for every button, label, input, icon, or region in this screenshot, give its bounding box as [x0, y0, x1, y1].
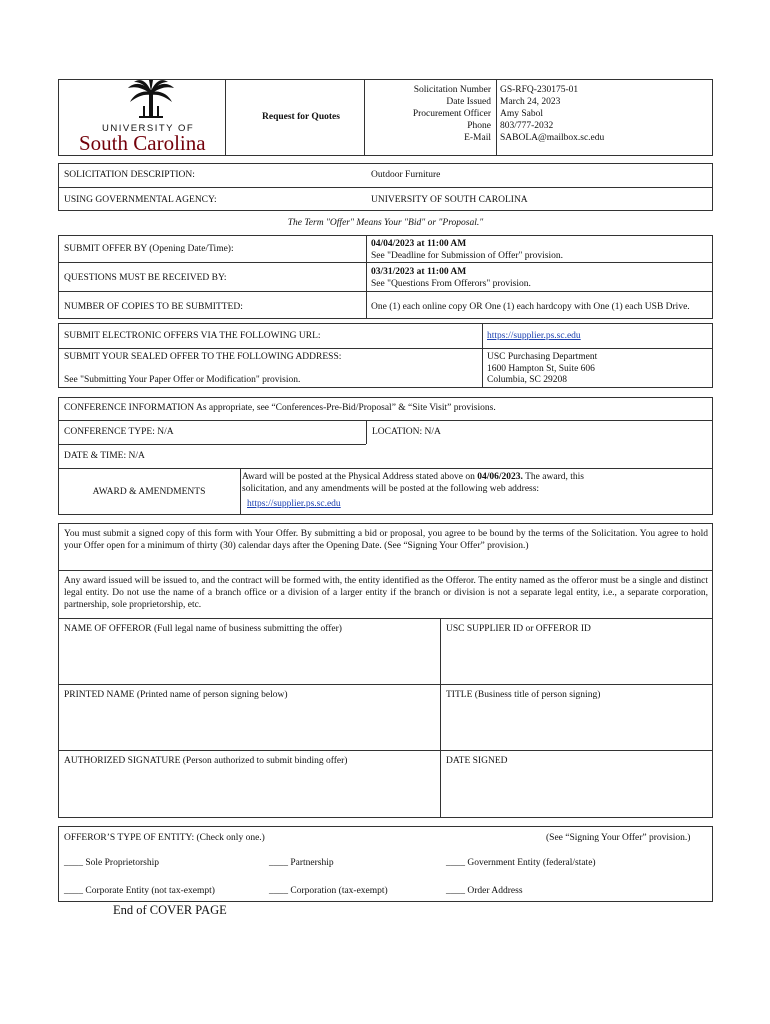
terms-divider-3	[58, 684, 713, 685]
document-title: Request for Quotes	[262, 112, 340, 122]
phone-label: Phone	[467, 121, 491, 131]
copies-label: NUMBER OF COPIES TO BE SUBMITTED:	[64, 302, 243, 312]
terms-divider-4	[58, 750, 713, 751]
university-logo	[78, 80, 223, 154]
email-label: E-Mail	[464, 133, 491, 143]
solicitation-number-label: Solicitation Number	[413, 85, 491, 95]
submission-divider-2	[58, 291, 713, 292]
signature-field[interactable]: AUTHORIZED SIGNATURE (Person authorized to submit binding offer)	[64, 756, 348, 766]
terms-divider-2	[58, 618, 713, 619]
conference-location: LOCATION: N/A	[372, 427, 441, 437]
procurement-officer-value: Amy Sabol	[500, 109, 544, 119]
printed-name-field[interactable]: PRINTED NAME (Printed name of person signing below)	[64, 690, 288, 700]
entity-option-government[interactable]: ____ Government Entity (federal/state)	[446, 858, 596, 868]
entity-type-label: OFFEROR’S TYPE OF ENTITY: (Check only one.)	[64, 833, 265, 843]
award-col-divider	[240, 468, 241, 515]
electronic-offers-label: SUBMIT ELECTRONIC OFFERS VIA THE FOLLOWING URL:	[64, 331, 321, 341]
header-divider-2	[364, 79, 365, 156]
address-line-3: Columbia, SC 29208	[487, 375, 567, 385]
award-url[interactable]: https://supplier.ps.sc.edu	[247, 499, 341, 509]
header-divider-3	[496, 79, 497, 156]
agency-label: USING GOVERNMENTAL AGENCY:	[64, 195, 217, 205]
palmetto-tree-icon	[126, 80, 176, 120]
terms-divider-1	[58, 570, 713, 571]
solicitation-description-label: SOLICITATION DESCRIPTION:	[64, 170, 195, 180]
offeror-name-field[interactable]: NAME OF OFFEROR (Full legal name of business submitting the offer)	[64, 624, 342, 634]
solicitation-number-value: GS-RFQ-230175-01	[500, 85, 579, 95]
date-issued-label: Date Issued	[446, 97, 491, 107]
conference-divider-3	[58, 468, 713, 469]
procurement-officer-label: Procurement Officer	[412, 109, 491, 119]
conference-col-divider	[366, 420, 367, 444]
terms-col-divider	[440, 618, 441, 818]
award-label: AWARD & AMENDMENTS	[92, 487, 206, 497]
questions-date: 03/31/2023 at 11:00 AM	[371, 267, 467, 277]
logo-south-carolina: South Carolina	[79, 131, 206, 155]
electronic-col-divider	[482, 323, 483, 388]
questions-label: QUESTIONS MUST BE RECEIVED BY:	[64, 273, 227, 283]
entity-option-sole-proprietorship[interactable]: ____ Sole Proprietorship	[64, 858, 159, 868]
conference-info: CONFERENCE INFORMATION As appropriate, see “Conferences-Pre-Bid/Proposal” & “Site Visit” provisions.	[64, 403, 496, 413]
entity-provision-note: (See “Signing Your Offer” provision.)	[546, 833, 691, 843]
conference-divider-2	[58, 444, 366, 445]
questions-note: See "Questions From Offerors" provision.	[371, 279, 531, 289]
terms-paragraph-1: You must submit a signed copy of this form with Your Offer. By submitting a bid or proposal, you agree to be bound by the terms of the Solicitation. You agree to hold your Offer open for a minimum of thirty (30) calendar days after the Opening Date. (See “Signing Your Offer” provision.)	[64, 529, 708, 551]
conference-date-time: DATE & TIME: N/A	[64, 451, 145, 461]
address-line-2: 1600 Hampton St, Suite 606	[487, 364, 595, 374]
sealed-offer-note: See "Submitting Your Paper Offer or Modification" provision.	[64, 375, 301, 385]
description-divider	[58, 187, 713, 188]
award-date: 04/06/2023.	[477, 472, 523, 482]
electronic-offers-url[interactable]: https://supplier.ps.sc.edu	[487, 331, 581, 341]
logo-university-of: UNIVERSITY OF	[102, 123, 195, 134]
entity-option-partnership[interactable]: ____ Partnership	[269, 858, 334, 868]
sealed-offer-label: SUBMIT YOUR SEALED OFFER TO THE FOLLOWING ADDRESS:	[64, 352, 342, 362]
entity-option-corporate[interactable]: ____ Corporate Entity (not tax-exempt)	[64, 886, 215, 896]
award-text	[242, 471, 612, 495]
submit-offer-date: 04/04/2023 at 11:00 AM	[371, 239, 467, 249]
date-issued-value: March 24, 2023	[500, 97, 561, 107]
supplier-id-field[interactable]: USC SUPPLIER ID or OFFEROR ID	[446, 624, 591, 634]
award-text-post: The award, this solicitation, and any amendments will be posted at the following web address:	[242, 472, 584, 494]
title-field[interactable]: TITLE (Business title of person signing)	[446, 690, 601, 700]
solicitation-description-value: Outdoor Furniture	[371, 170, 441, 180]
conference-divider-1	[58, 420, 713, 421]
conference-type: CONFERENCE TYPE: N/A	[64, 427, 174, 437]
electronic-divider	[58, 348, 713, 349]
submission-col-divider	[366, 235, 367, 319]
offer-term-note: The Term "Offer" Means Your "Bid" or "Proposal."	[287, 218, 484, 228]
email-value[interactable]: SABOLA@mailbox.sc.edu	[500, 133, 605, 143]
award-text-pre: Award will be posted at the Physical Address stated above on	[242, 472, 478, 482]
submission-divider-1	[58, 262, 713, 263]
address-line-1: USC Purchasing Department	[487, 352, 598, 362]
submit-offer-note: See "Deadline for Submission of Offer" provision.	[371, 251, 564, 261]
entity-option-order-address[interactable]: ____ Order Address	[446, 886, 523, 896]
agency-value: UNIVERSITY OF SOUTH CAROLINA	[371, 195, 528, 205]
terms-box	[58, 523, 713, 818]
entity-option-corporation-tax-exempt[interactable]: ____ Corporation (tax-exempt)	[269, 886, 388, 896]
end-of-cover-page: End of COVER PAGE	[113, 903, 227, 917]
terms-paragraph-2: Any award issued will be issued to, and the contract will be formed with, the entity identified as the Offeror. The entity named as the offeror must be a single and distinct legal entity. Do not use the name of a branch office or a division of a larger entity if the branch or division is not a separate legal entity, i.e., a separate corporation, partnership, sole proprietorship, etc.	[64, 576, 708, 610]
copies-value: One (1) each online copy OR One (1) each hardcopy with One (1) each USB Drive.	[371, 302, 690, 312]
submit-offer-label: SUBMIT OFFER BY (Opening Date/Time):	[64, 244, 234, 254]
date-signed-field[interactable]: DATE SIGNED	[446, 756, 508, 766]
phone-value: 803/777-2032	[500, 121, 554, 131]
header-divider-1	[225, 79, 226, 156]
